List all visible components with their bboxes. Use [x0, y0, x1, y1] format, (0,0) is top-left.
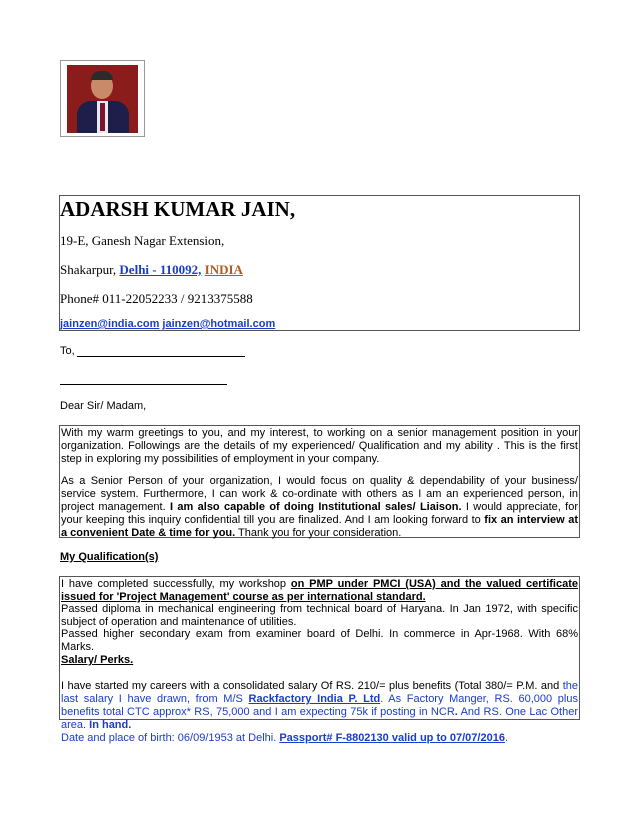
passport-text: Passport# F-8802130 valid up to 07/07/2016: [279, 732, 505, 744]
email-line: [60, 318, 275, 330]
salutation: Dear Sir/ Madam,: [60, 400, 147, 412]
address-blank-line: [60, 384, 227, 385]
qualification-workshop: [61, 578, 578, 604]
to-blank-line: [77, 356, 245, 357]
profile-photo-frame: [60, 60, 145, 137]
qualification-secondary: Passed higher secondary exam from examiner board of Delhi. In commerce in Apr-1968. With 68% Marks.: [61, 628, 578, 653]
focus-text-e: Thank you for your consideration.: [235, 527, 402, 539]
to-label: To,: [60, 345, 75, 357]
workshop-text-a: I have completed successfully, my workshop: [61, 578, 291, 590]
salary-paragraph: [61, 680, 578, 732]
salary-text-e: .: [454, 706, 458, 718]
focus-text-a: As a Senior Person of your organization, I would focus on quality & dependability of your business/ service system. Furthermore, I can work & co-ordinate with others as I am an experienced person, in project management.: [61, 475, 578, 513]
email-link-hotmail[interactable]: jainzen@hotmail.com: [162, 318, 276, 330]
profile-photo: [67, 65, 138, 133]
address-prefix: Shakarpur,: [60, 262, 120, 277]
photo-hair: [91, 71, 113, 80]
email-link-india[interactable]: jainzen@india.com: [60, 318, 160, 330]
dob-text: Date and place of birth: 06/09/1953 at Delhi.: [61, 732, 280, 744]
qualification-diploma: Passed diploma in mechanical engineering from technical board of Haryana. In Jan 1972, with specific subject of operation and maintenance of utilities.: [61, 603, 578, 628]
intro-paragraph: With my warm greetings to you, and my interest, to working on a senior management position in your organization. Followings are the details of my experienced/ Qualification and my ability . This is the first step in exploring my possibilities of employment in your company.: [61, 427, 578, 465]
focus-text-c: I would appreciate, for your keeping this inquiry confidential till you are finalized. And I am looking forward to: [61, 501, 578, 526]
address-line-1: 19-E, Ganesh Nagar Extension,: [60, 233, 225, 248]
salary-text-b: the last salary I have drawn, from M/S: [61, 680, 578, 705]
birth-info: [61, 732, 508, 744]
focus-text-b: I am also capable of doing Institutional sales/ Liaison.: [169, 501, 462, 513]
salary-text-a: I have started my careers with a consolidated salary Of RS. 210/= plus benefits (Total 380/= P.M. and: [61, 680, 563, 692]
focus-text-d: fix an interview at a convenient Date & time for you.: [61, 514, 578, 539]
address-line-2: [60, 262, 243, 278]
dob-end: .: [504, 732, 509, 744]
employer-link[interactable]: Rackfactory India P. Ltd: [248, 693, 381, 705]
salary-text-d: . As Factory Manger, RS. 60,000 plus benefits total CTC approx* RS, 75,000 and I am expecting 75k if posting in NCR: [61, 693, 578, 718]
qualification-heading: My Qualification(s): [60, 551, 159, 563]
phone-number: Phone# 011-22052233 / 9213375588: [60, 291, 253, 306]
photo-tie: [100, 103, 105, 131]
salary-text-f: And RS. One Lac Other area.: [61, 706, 578, 731]
workshop-text-b: on PMP under PMCI (USA) and the valued certificate issued for 'Project Management' course as per international standard.: [61, 578, 578, 603]
country-link[interactable]: INDIA: [204, 262, 243, 277]
applicant-name: ADARSH KUMAR JAIN,: [60, 197, 296, 221]
salary-text-g: In hand.: [89, 719, 132, 731]
salary-heading: Salary/ Perks.: [61, 654, 134, 666]
focus-paragraph: [61, 475, 578, 540]
city-link[interactable]: Delhi - 110092,: [119, 262, 202, 277]
